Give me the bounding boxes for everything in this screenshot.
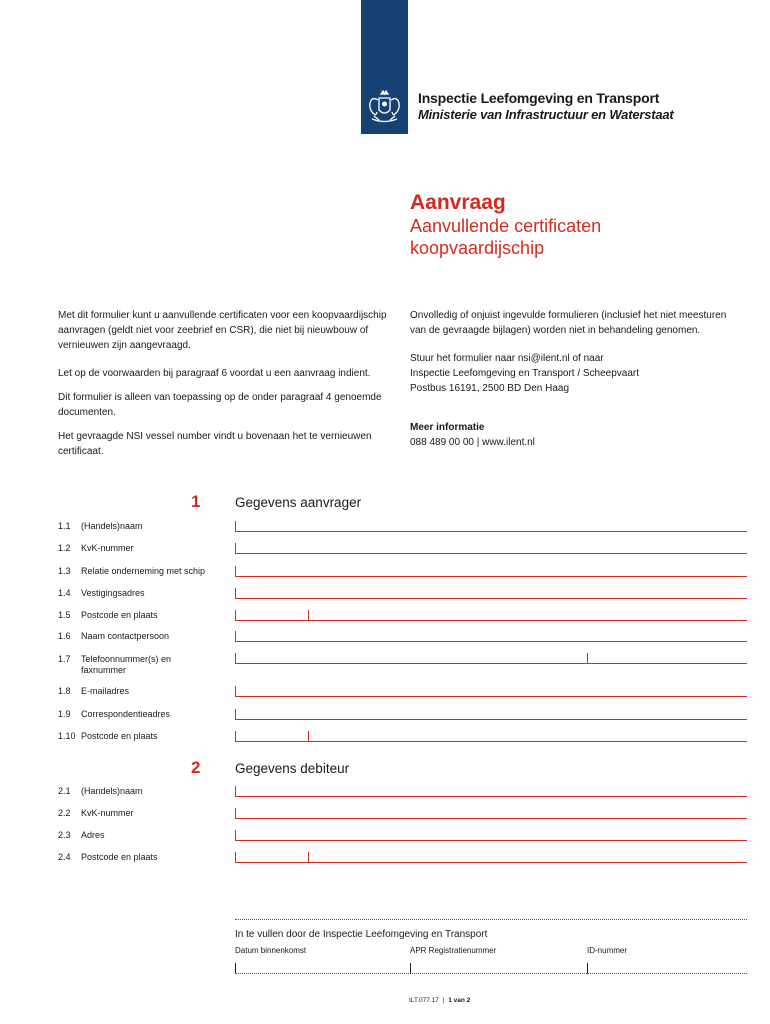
field-label: Postcode en plaats (81, 610, 158, 620)
correspondentieadres-input[interactable] (235, 719, 747, 720)
ministry-name: Ministerie van Infrastructuur en Waterstaat (418, 107, 674, 122)
field-number: 2.3 (58, 830, 71, 840)
subtitle-line-2: koopvaardijschip (410, 238, 545, 258)
kvk-nummer-input[interactable] (235, 553, 747, 554)
office-entry-line[interactable] (235, 973, 747, 974)
address-line: Stuur het formulier naar nsi@ilent.nl of naar (410, 353, 604, 364)
field-label: (Handels)naam (81, 786, 143, 796)
footer-separator: | (442, 997, 445, 1004)
page-title: Aanvraag (410, 191, 506, 214)
office-col-label: APR Registratienummer (410, 946, 497, 955)
emailadres-input[interactable] (235, 696, 747, 697)
intro-right-column (410, 308, 745, 450)
field-number: 2.1 (58, 786, 71, 796)
page-number: 1 van 2 (448, 997, 471, 1004)
intro-paragraph: Onvolledig of onjuist ingevulde formulieren (inclusief het niet meesturen van de gevraagde bijlagen) worden niet in behandeling genomen. (410, 310, 727, 336)
section-1-title: Gegevens aanvrager (235, 495, 362, 510)
field-label: Postcode en plaats (81, 852, 158, 862)
vestigingsadres-input[interactable] (235, 598, 747, 599)
field-label: Telefoonnummer(s) en faxnummer (81, 654, 172, 675)
office-col-label: Datum binnenkomst (235, 946, 307, 955)
field-number: 1.6 (58, 631, 71, 641)
field-label: Correspondentieadres (81, 709, 171, 719)
address-line: Postbus 16191, 2500 BD Den Haag (410, 383, 569, 394)
intro-paragraph: Let op de voorwaarden bij paragraaf 6 voordat u een aanvraag indient. (58, 368, 371, 379)
field-number: 1.3 (58, 566, 71, 576)
debiteur-postcode-plaats-input[interactable] (235, 862, 747, 863)
debiteur-kvk-input[interactable] (235, 818, 747, 819)
field-number: 1.8 (58, 686, 71, 696)
relatie-onderneming-input[interactable] (235, 576, 747, 577)
office-col-label: ID-nummer (587, 946, 628, 955)
field-number: 2.4 (58, 852, 71, 862)
telefoon-fax-input[interactable] (235, 663, 747, 664)
organisation-name: Inspectie Leefomgeving en Transport (418, 90, 660, 106)
field-label: Naam contactpersoon (81, 631, 170, 641)
field-number: 1.10 (58, 731, 76, 741)
field-number: 1.5 (58, 610, 71, 620)
field-label: Postcode en plaats (81, 731, 158, 741)
intro-paragraph: Dit formulier is alleen van toepassing op de onder paragraaf 4 genoemde documenten. (58, 392, 382, 418)
field-label: Adres (81, 830, 105, 840)
field-number: 1.1 (58, 521, 71, 531)
contact-line: 088 489 00 00 | www.ilent.nl (410, 437, 535, 448)
handelsnaam-input[interactable] (235, 531, 747, 532)
field-label: Relatie onderneming met schip (81, 566, 206, 576)
page-footer (409, 997, 470, 1004)
section-2-number: 2 (191, 758, 201, 777)
field-label: KvK-nummer (81, 543, 134, 553)
contactpersoon-input[interactable] (235, 641, 747, 642)
intro-paragraph: Met dit formulier kunt u aanvullende certificaten voor een koopvaardijschip aanvragen (geldt niet voor zeebrief en CSR), die niet bij nieuwbouw of vernieuwen zijn aangevraagd. (58, 310, 387, 351)
more-info-heading: Meer informatie (410, 422, 485, 433)
page-subtitle (410, 215, 601, 259)
debiteur-handelsnaam-input[interactable] (235, 796, 747, 797)
office-heading: In te vullen door de Inspectie Leefomgeving en Transport (235, 929, 488, 940)
field-label: Vestigingsadres (81, 588, 145, 598)
field-number: 2.2 (58, 808, 71, 818)
office-divider (235, 919, 747, 920)
coat-of-arms-icon (363, 86, 406, 126)
correspondentie-postcode-plaats-input[interactable] (235, 741, 747, 742)
address-line: Inspectie Leefomgeving en Transport / Scheepvaart (410, 368, 640, 379)
field-number: 1.4 (58, 588, 71, 598)
debiteur-adres-input[interactable] (235, 840, 747, 841)
field-number: 1.2 (58, 543, 71, 553)
field-number: 1.9 (58, 709, 71, 719)
postcode-plaats-input[interactable] (235, 620, 747, 621)
intro-paragraph: Het gevraagde NSI vessel number vindt u bovenaan het te vernieuwen certificaat. (58, 431, 372, 457)
subtitle-line-1: Aanvullende certificaten (410, 216, 602, 236)
intro-left-column (58, 308, 393, 459)
field-label: KvK-nummer (81, 808, 134, 818)
section-1-number: 1 (191, 492, 201, 511)
field-label: E-mailadres (81, 686, 130, 696)
section-2-title: Gegevens debiteur (235, 761, 350, 776)
field-number: 1.7 (58, 654, 71, 664)
field-label: (Handels)naam (81, 521, 143, 531)
form-code: ILT.077.17 (409, 997, 439, 1004)
